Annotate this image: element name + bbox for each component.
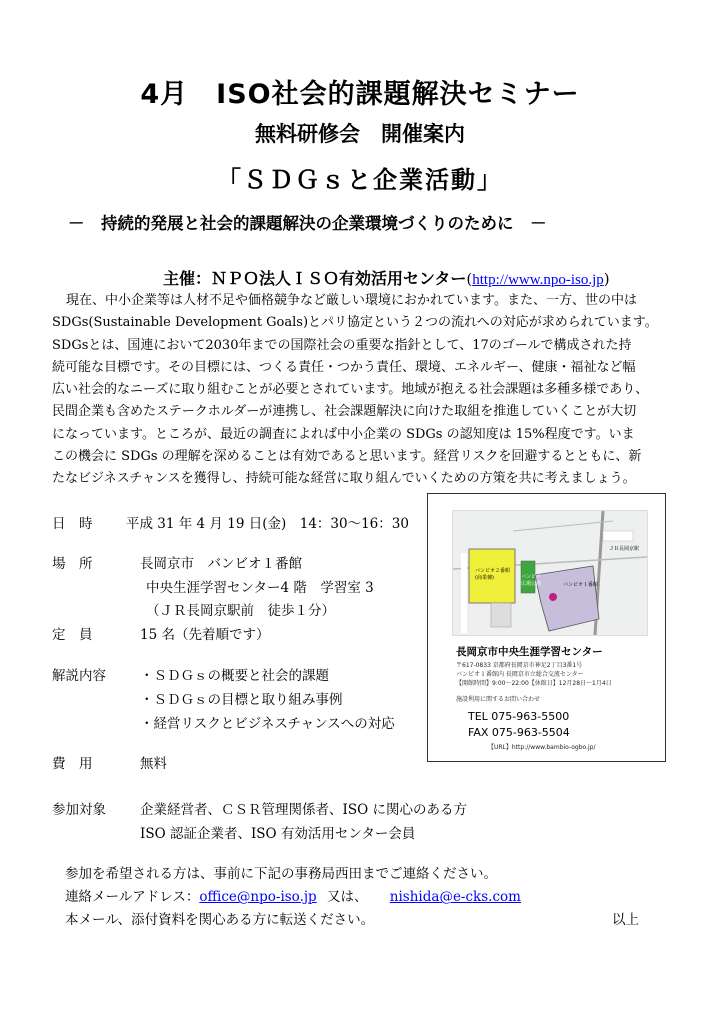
- target-line: 企業経営者、ＣＳＲ管理関係者、ISO に関心のある方: [140, 802, 467, 818]
- seminar-subheading: 無料研修会 開催案内: [255, 122, 465, 146]
- seminar-theme: 「ＳＤＧｓと企業活動」: [217, 166, 503, 194]
- intro-line: 民間企業も含めたステークホルダーが連携し、社会課題解決に向けた取組を推進していくことが大切: [52, 404, 637, 420]
- venue-tel: TEL 075-963-5500: [468, 710, 570, 723]
- intro-line: この機会に SDGs の理解を深めることは有効であると思います。経営リスクを回避するとともに、新: [52, 449, 642, 465]
- contact-instruction: 参加を希望される方は、事前に下記の事務局西田までご連絡ください。: [65, 866, 497, 882]
- intro-line: SDGsとは、国連において2030年までの国際社会の重要な指針として、17のゴールで構成された持: [52, 337, 632, 353]
- date-label: 日 時: [52, 516, 93, 532]
- intro-line: 現在、中小企業等は人材不足や価格競争など厳しい環境におかれています。また、一方、世の中は: [66, 293, 637, 308]
- intro-line: になっています。ところが、最近の調査によれば中小企業の SDGs の認知度は 15%程度です。いま: [52, 426, 635, 442]
- organizer-url-link[interactable]: http://www.npo-iso.jp: [472, 272, 604, 288]
- venue-map-card: [427, 493, 666, 762]
- place-label: 場 所: [52, 556, 93, 572]
- closing-word: 以上: [612, 912, 639, 928]
- venue-building: バンビオ１番館内 長岡京市立総合交流センター: [456, 671, 584, 678]
- intro-paragraph: [52, 290, 660, 491]
- venue-inquiry: 施設利用に関するお問い合わせ: [456, 696, 541, 703]
- capacity-label: 定 員: [52, 627, 93, 643]
- contact-emails: 連絡メールアドレス：office@npo-iso.jp 又は、 nishida@e-cks.com: [65, 889, 521, 905]
- venue-hours: 【開館時間】9:00～22:00【休館日】12月28日～1月4日: [456, 680, 612, 687]
- target-line: ISO 認証企業者、ISO 有効活用センター会員: [140, 826, 416, 842]
- map-label-station: ＪＲ長岡京駅: [609, 546, 640, 552]
- place-line: 中央生涯学習センター4 階 学習室 3: [146, 580, 374, 596]
- venue-map: [452, 510, 648, 636]
- seminar-title: 4月 ISO社会的課題解決セミナー: [140, 79, 580, 110]
- map-label-plaza: バンビオ 広場公園: [521, 574, 542, 587]
- venue-name: 長岡京市中央生涯学習センター: [456, 646, 603, 658]
- content-item: ・ＳＤＧｓの目標と取り組み事例: [140, 692, 343, 708]
- date-value: 平成 31 年 4 月 19 日(金) 14：30～16：30: [126, 516, 409, 532]
- fee-value: 無料: [140, 756, 167, 772]
- capacity-value: 15 名（先着順です）: [140, 627, 270, 643]
- email-link-nishida[interactable]: nishida@e-cks.com: [389, 889, 521, 905]
- venue-url: 【URL】http://www.bambio-ogbo.jp/: [488, 744, 596, 751]
- venue-address: 〒617-0833 京都府長岡京市神足2丁目3番1号: [456, 662, 583, 669]
- content-label: 解説内容: [52, 668, 106, 684]
- intro-line: SDGs(Sustainable Development Goals)とパリ協定という２つの流れへの対応が求められています。: [52, 315, 658, 331]
- email-link-office[interactable]: office@npo-iso.jp: [199, 889, 317, 905]
- place-line: 長岡京市 バンビオ１番館: [140, 556, 302, 572]
- target-label: 参加対象: [52, 802, 106, 818]
- forward-request: 本メール、添付資料を関心ある方に転送ください。: [65, 912, 375, 928]
- place-line: （ＪＲ長岡京駅前 徒歩１分）: [146, 603, 335, 619]
- map-label-bambio1: バンビオ１番館: [563, 582, 599, 588]
- content-item: ・経営リスクとビジネスチャンスへの対応: [140, 716, 395, 732]
- intro-line: たなビジネスチャンスを獲得し、持続可能な経営に取り組んでいくための方策を共に考えましょう。: [52, 471, 636, 487]
- fee-label: 費 用: [52, 756, 93, 772]
- venue-fax: FAX 075-963-5504: [468, 726, 570, 739]
- organizer-name: 主催：ＮＰＯ法人ＩＳＯ有効活用センター: [163, 269, 467, 288]
- map-label-bambio2: バンビオ２番館 (商業棟): [475, 568, 511, 581]
- seminar-tagline: － 持続的発展と社会的課題解決の企業環境づくりのために －: [68, 214, 547, 233]
- intro-line: 続可能な目標です。その目標には、つくる責任・つかう責任、環境、エネルギー、健康・福祉など幅: [52, 359, 636, 375]
- organizer: 主催：ＮＰＯ法人ＩＳＯ有効活用センター(http://www.npo-iso.jp): [163, 269, 610, 288]
- content-item: ・ＳＤＧｓの概要と社会的課題: [140, 668, 329, 684]
- intro-line: 広い社会的なニーズに取り組むことが必要とされています。地域が抱える社会課題は多種多様であり、: [52, 382, 649, 398]
